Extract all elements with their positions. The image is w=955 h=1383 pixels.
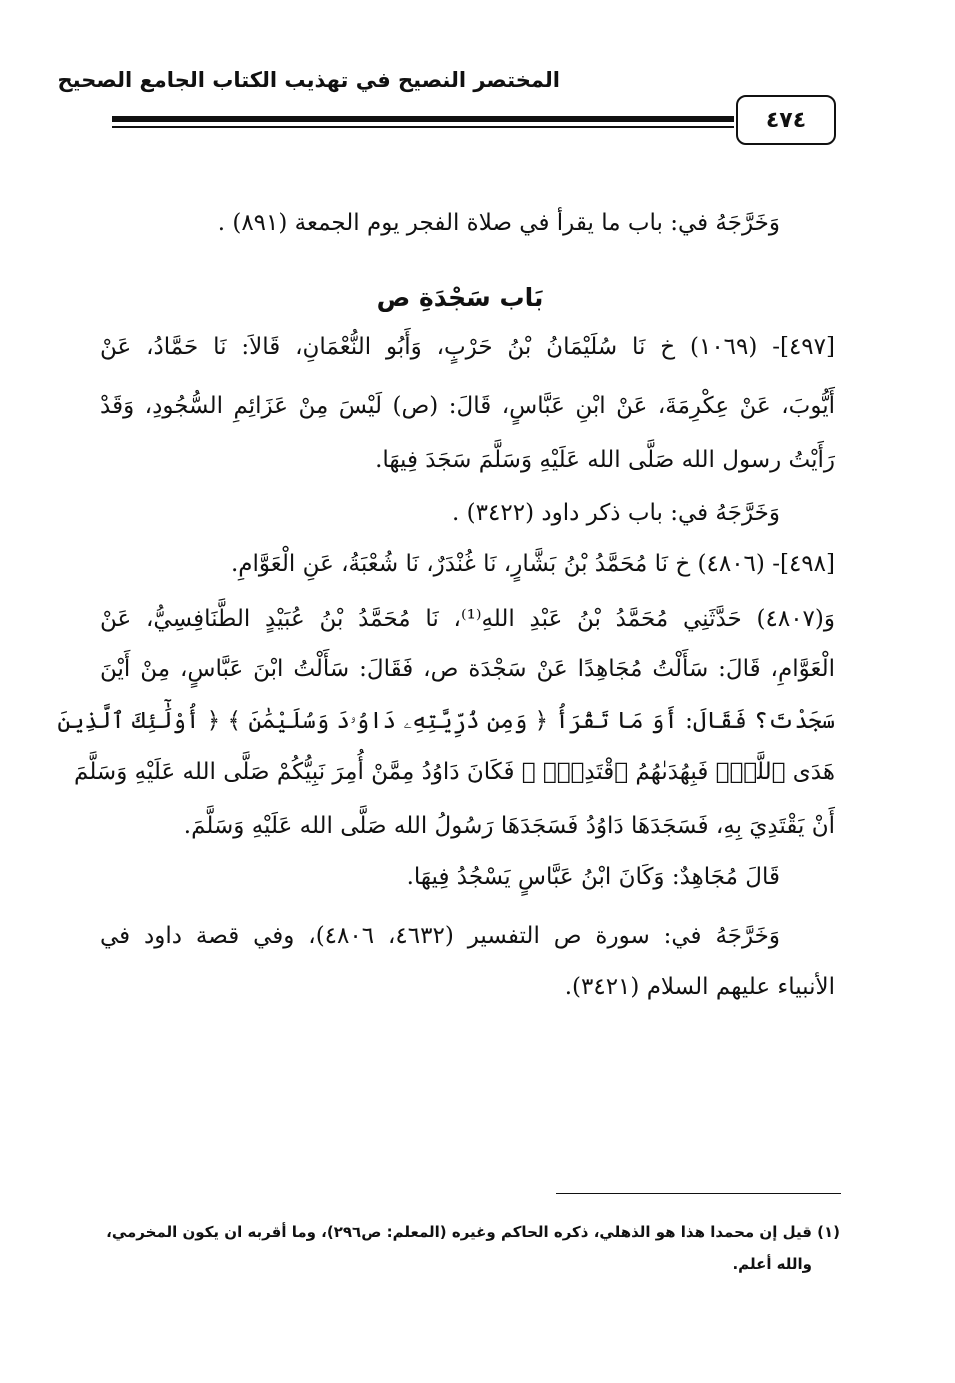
hadith-497-line-2: أَيُّوبَ، عَنْ عِكْرِمَةَ، عَنْ ابْنِ عَبَّاسٍ، قَالَ: (ص) لَيْسَ مِنْ عَزَائِمِ السُّجُودِ، وَقَدْ xyxy=(100,393,835,419)
hadith-4807-line-4: هَدَى ٱللَّهُۖ فَبِهُدَىٰهُمُ ٱقْتَدِهْۗ ﴾ فَكَانَ دَاوُدُ مِمَّنْ أُمِرَ نَبِيُّكُمْ صَلَّى الله عَلَيْهِ وَسَلَّمَ xyxy=(74,759,835,785)
hadith-497-line-3: رَأَيْتُ رسول الله صَلَّى الله عَلَيْهِ وَسَلَّمَ سَجَدَ فِيهَا. xyxy=(375,447,835,473)
takhrij-line: وَخَرَّجَهُ في: باب ما يقرأ في صلاة الفجر يوم الجمعة (٨٩١) . xyxy=(217,210,780,236)
footnote-separator xyxy=(556,1193,841,1194)
hadith-497-line-1: [٤٩٧]- (١٠٦٩) خ نَا سُلَيْمَانُ بْنُ حَرْبٍ، وَأَبُو النُّعْمَانِ، قَالاَ: نَا حَمَّادُ، عَنْ xyxy=(100,334,835,360)
header-rule-thick xyxy=(112,116,734,122)
hadith-498-line-1: [٤٩٨]- (٤٨٠٦) خ نَا مُحَمَّدُ بْنُ بَشَّارٍ، نَا غُنْدَرٌ، نَا شُعْبَةُ، عَنِ الْعَوَّامِ. xyxy=(230,551,835,577)
hadith-4807-line-2: الْعَوَّامِ، قَالَ: سَأَلْتُ مُجَاهِدًا عَنْ سَجْدَة ص، فَقَالَ: سَأَلْتُ ابْنَ عَبَّاسٍ، مِنْ أَيْنَ xyxy=(100,656,835,682)
takhrij-line-cont: الأنبياء عليهم السلام (٣٤٢١). xyxy=(564,974,835,1000)
takhrij-line: وَخَرَّجَهُ في: باب ذكر داود (٣٤٢٢) . xyxy=(452,500,780,526)
hadith-4807-line-1: وَ(٤٨٠٧) حَدَّثَنِي مُحَمَّدُ بْنُ عَبْدِ اللهِ⁽¹⁾، نَا مُحَمَّدُ بْنُ عُبَيْدٍ الطَّنَافِسِيُّ، عَنْ xyxy=(100,606,835,632)
hadith-4807-line-3: سَجَدْتَ؟ فَقَالَ: أَوَ مَا تَقْرَأُ ﴿ وَمِن ذُرِّيَّتِهِۦ دَاوُۥدَ وَسُلَيْمَٰنَ ﴾ ﴿ أُوْلَٰٓئِكَ ٱلَّذِينَ xyxy=(57,708,835,734)
footnote-line-1: (١) قيل إن محمدا هذا هو الذهلي، ذكره الحاكم وغيره (المعلم: ص٢٩٦)، وما أقربه ان يكون المخرمي، xyxy=(106,1223,840,1241)
page-number: ٤٧٤ xyxy=(765,107,807,133)
page-number-box xyxy=(736,95,836,145)
header-rule-thin xyxy=(112,126,734,128)
mujahid-line: قَالَ مُجَاهِدٌ: وَكَانَ ابْنُ عَبَّاسٍ يَسْجُدُ فِيهَا. xyxy=(406,864,780,890)
running-header-title: المختصر النصيح في تهذيب الكتاب الجامع الصحيح xyxy=(57,68,560,92)
chapter-heading: بَاب سَجْدَةِ ص xyxy=(376,283,544,312)
hadith-4807-line-5: أَنْ يَقْتَدِيَ بِهِ، فَسَجَدَهَا دَاوُدُ فَسَجَدَهَا رَسُولُ الله صَلَّى الله عَلَيْهِ وَسَلَّمَ. xyxy=(183,813,835,839)
takhrij-line: وَخَرَّجَهُ في: سورة ص التفسير (٤٦٣٢، ٤٨٠٦)، وفي قصة داود في xyxy=(100,923,781,949)
footnote-line-2: والله أعلم. xyxy=(732,1255,812,1273)
